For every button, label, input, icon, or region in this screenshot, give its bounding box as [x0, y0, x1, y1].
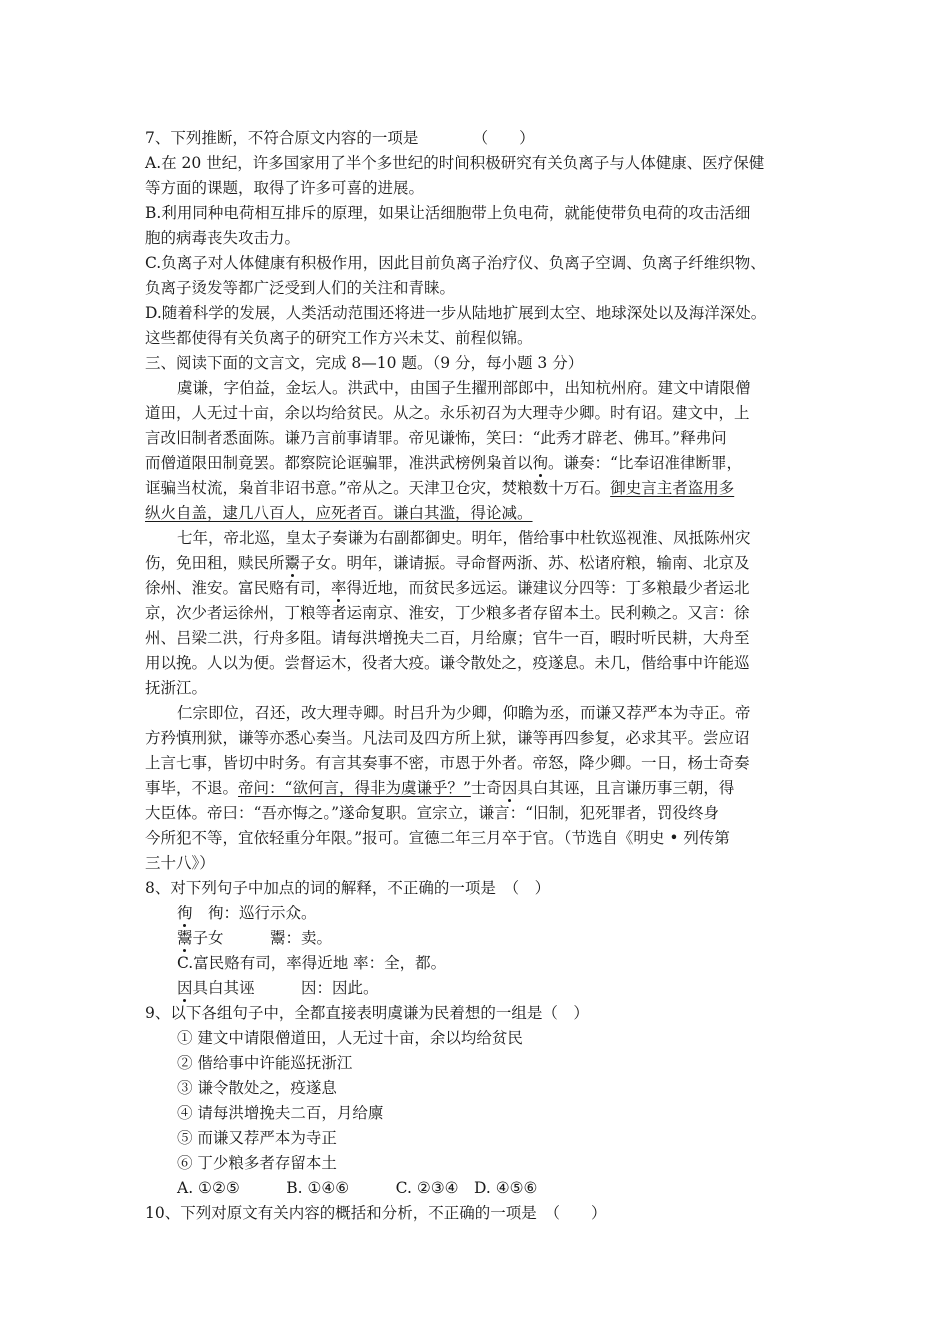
passage-p3-line: 方矜慎刑狱，谦等亦悉心奏当。凡法司及四方所上狱，谦等再四参复，必求其平。尝应诏 [145, 729, 750, 747]
q9-options: A. ①②⑤ B. ①④⑥ C. ②③④ D. ④⑤⑥ [177, 1179, 538, 1197]
underlined-sentence: 帝问：“欲何言，得非为虞谦乎？” [238, 779, 471, 797]
q8-option-a [177, 903, 317, 923]
option-text: 徇：巡行示众。 [192, 904, 317, 922]
q9-item: ④ 请每洪增挽夫二百，月给廪 [177, 1104, 384, 1122]
q7-option-a-line2: 等方面的课题，取得了许多可喜的进展。 [145, 179, 425, 197]
q8-option-c: C.富民赂有司，率得近地 率：全，都。 [177, 954, 447, 972]
passage-p3-line: 三十八》） [145, 854, 215, 872]
dotted-word: 鬻 [177, 929, 193, 947]
dotted-word: 徇 [177, 904, 193, 922]
passage-p2-line: 七年，帝北巡，皇太子奏谦为右副都御史。明年，偕给事中杜钦巡视淮、凤抵陈州灾 [177, 529, 751, 547]
q10-stem: 10、下列对原文有关内容的概括和分析，不正确的一项是 （ ） [145, 1204, 607, 1222]
passage-p2-line [145, 553, 750, 573]
passage-text: 士奇 [470, 779, 502, 797]
passage-p3-line: 上言七事，皆切中时务。有言其奏事不密，市恩于外者。帝怒，降少卿。一日，杨士奇奏 [145, 754, 750, 772]
q8-option-d [177, 978, 379, 998]
passage-p2-line: 抚浙江。 [145, 679, 208, 697]
q7-option-b-line1: B.利用同种电荷相互排斥的原理，如果让活细胞带上负电荷，就能使带负电荷的攻击活细 [145, 204, 751, 222]
dotted-word: 因 [501, 779, 518, 797]
passage-p1-line [145, 453, 742, 473]
option-text: 子女 鬻：卖。 [192, 929, 333, 947]
passage-text: 诓骗当杖流，枭首非诏书意。”帝从之。天津卫仓灾，焚粮数十万石。 [145, 479, 611, 497]
q7-option-a-line1: A.在 20 世纪，许多国家用了半个多世纪的时间积极研究有关负离子与人体健康、医疗保健 [145, 154, 765, 172]
dotted-word: 因 [177, 979, 193, 997]
q9-item: ② 偕给事中许能巡抚浙江 [177, 1054, 353, 1072]
dotted-word: 率 [331, 579, 347, 597]
passage-p1-line: 道田，人无过十亩，余以均给贫民。从之。永乐初召为大理寺少卿。时有诏。建文中，上 [145, 404, 750, 422]
passage-text: 具白其诬，且言谦历事三朝，得 [517, 779, 735, 797]
passage-p2-line: 京，次少者运徐州，丁粮等者运南京、淮安，丁少粮多者存留本土。民利赖之。又言：徐 [145, 604, 750, 622]
passage-text: 。谦奏：“比奉诏准律断罪， [548, 454, 742, 472]
passage-p3-line: 仁宗即位，召还，改大理寺卿。时吕升为少卿，仰瞻为丞，而谦又荐严本为寺正。帝 [177, 704, 751, 722]
option-text: 具白其诬 因：因此。 [192, 979, 379, 997]
q8-stem: 8、对下列句子中加点的词的解释，不正确的一项是 （ ） [145, 879, 551, 897]
section-heading: 三、阅读下面的文言文，完成 8—10 题。（9 分，每小题 3 分） [145, 354, 584, 372]
q7-option-c-line2: 负离子烫发等都广泛受到人们的关注和青睐。 [145, 279, 456, 297]
q9-item: ⑤ 而谦又荐严本为寺正 [177, 1129, 337, 1147]
q7-option-b-line2: 胞的病毒丧失攻击力。 [145, 229, 301, 247]
passage-p2-line: 用以挽。人以为便。尝督运木，役者大疫。谦令散处之，疫遂息。未几，偕给事中许能巡 [145, 654, 750, 672]
dotted-word: 鬻 [284, 554, 301, 572]
passage-text: 而僧道限田制竟罢。都察院论诓骗罪，准洪武榜例枭首以 [145, 454, 533, 472]
passage-p1-line: 虞谦，字伯益，金坛人。洪武中，由国子生擢刑部郎中，出知杭州府。建文中请限僧 [177, 379, 751, 397]
passage-text: 得近地，而贫民多远运。谦建议分四等：丁多粮最少者运北 [346, 579, 750, 597]
passage-p2-line: 州、吕梁二洪，行舟多阻。请每洪增挽夫二百，月给廪；官牛一百，暇时听民耕，大舟至 [145, 629, 750, 647]
q9-stem: 9、以下各组句子中，全都直接表明虞谦为民着想的一组是（ ） [145, 1004, 589, 1022]
underlined-sentence: 御史言主者盗用多 [610, 479, 735, 497]
q7-option-d-line1: D.随着科学的发展，人类活动范围还将进一步从陆地扩展到太空、地球深处以及海洋深处。 [145, 304, 767, 322]
passage-p3-line: 今所犯不等，宜依轻重分年限。”报可。宣德二年三月卒于官。（节选自《明史 • 列传第 [145, 829, 730, 847]
q7-option-c-line1: C.负离子对人体健康有积极作用，因此目前负离子治疗仪、负离子空调、负离子纤维织物、 [145, 254, 766, 272]
passage-text: 伤，免田租，赎民所 [145, 554, 285, 572]
passage-p2-line [145, 578, 750, 598]
q7-option-d-line2: 这些都使得有关负离子的研究工作方兴未艾、前程似锦。 [145, 329, 533, 347]
q9-item: ⑥ 丁少粮多者存留本土 [177, 1154, 337, 1172]
passage-p3-line: 大臣体。帝曰：“吾亦悔之。”遂命复职。宣宗立，谦言：“旧制，犯死罪者，罚役终身 [145, 804, 720, 822]
q9-item: ③ 谦令散处之，疫遂息 [177, 1079, 337, 1097]
passage-p1-line [145, 503, 533, 523]
passage-p1-line: 言改旧制者悉面陈。谦乃言前事请罪。帝见谦怖，笑曰：“此秀才辟老、佛耳。”释弗问 [145, 429, 727, 447]
passage-text: 子女。明年，谦请振。寻命督两浙、苏、松诸府粮，输南、北京及 [300, 554, 750, 572]
passage-p3-line [145, 778, 734, 798]
q8-option-b [177, 928, 332, 948]
passage-text: 徐州、淮安。富民赂有司， [145, 579, 332, 597]
passage-text: 事毕，不退。 [145, 779, 239, 797]
q7-stem: 7、下列推断，不符合原文内容的一项是 （ ） [145, 129, 535, 147]
underlined-sentence: 纵火自盖，逮几八百人，应死者百。谦白其滥，得论减。 [145, 504, 533, 522]
passage-p1-line [145, 478, 734, 498]
dotted-word: 徇 [532, 454, 549, 472]
q9-item: ① 建文中请限僧道田，人无过十亩，余以均给贫民 [177, 1029, 523, 1047]
